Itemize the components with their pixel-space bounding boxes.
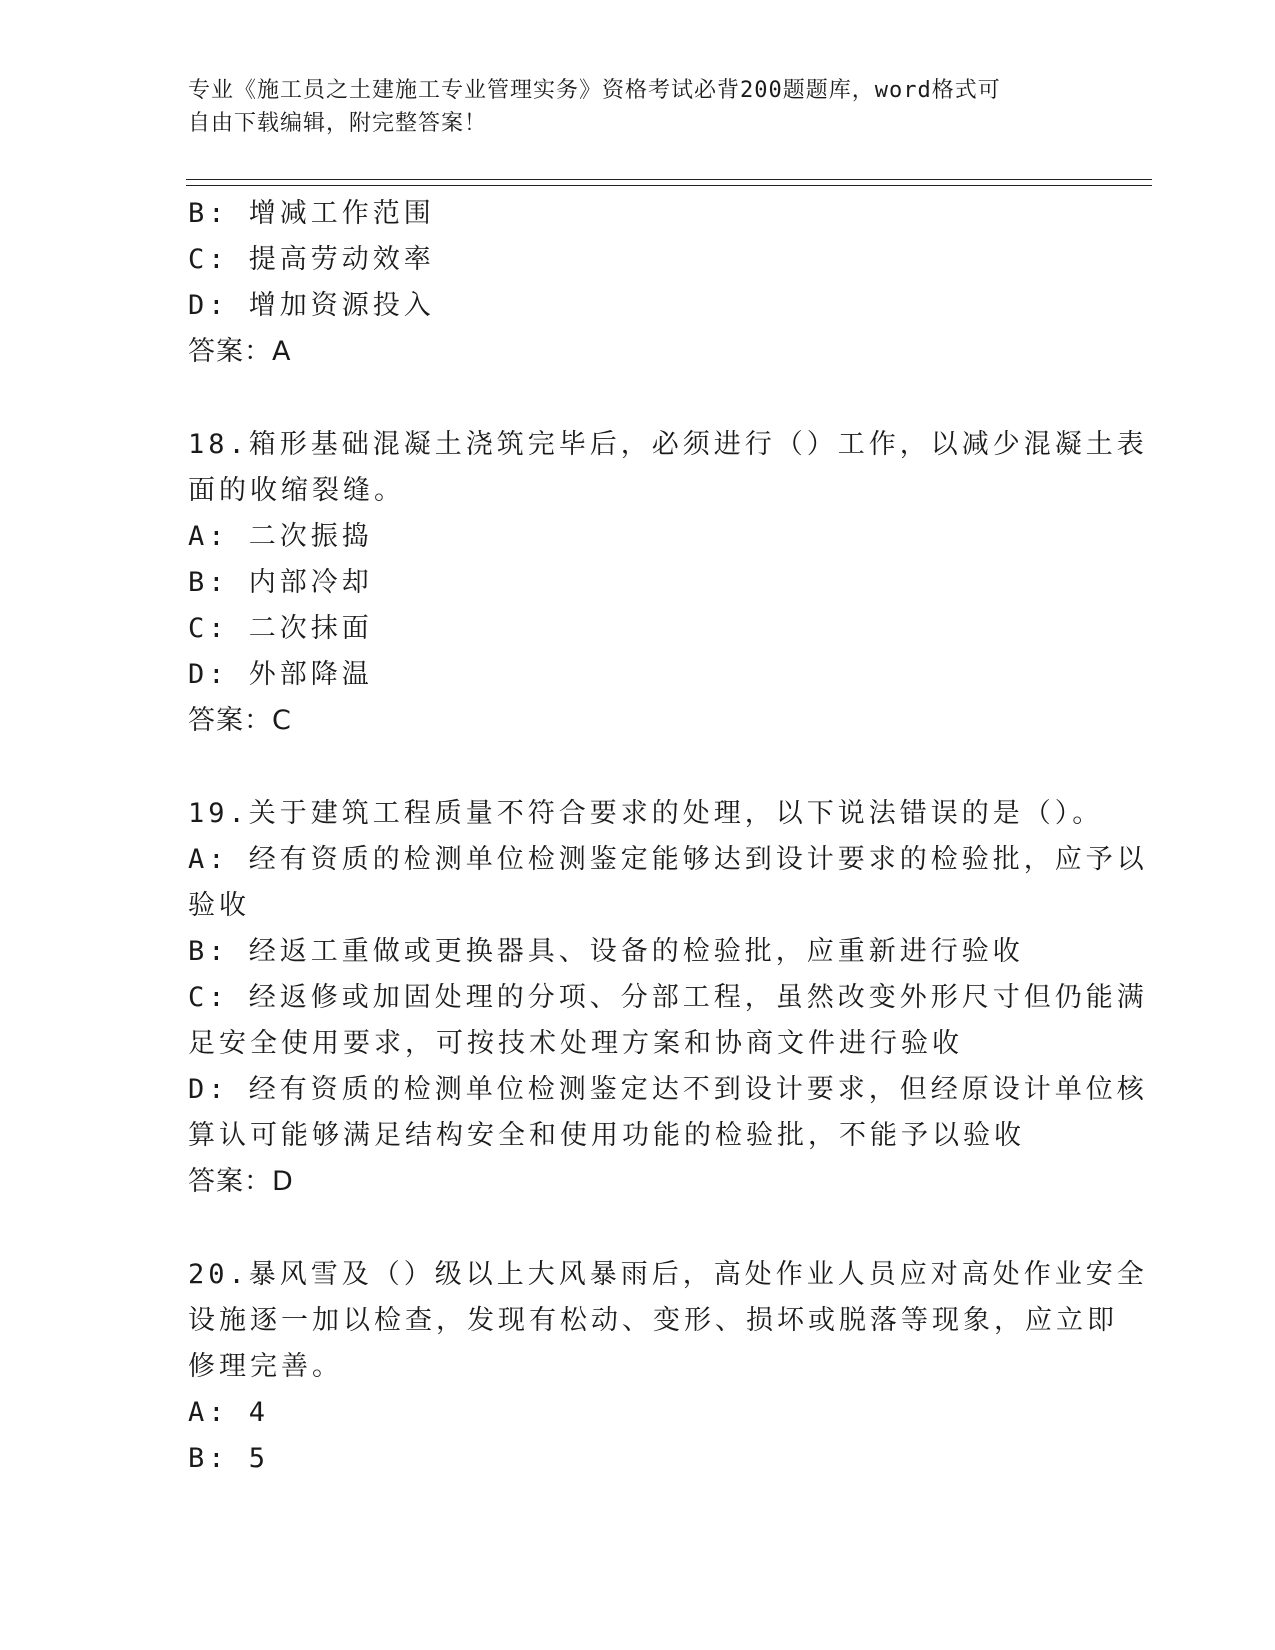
spacer xyxy=(188,1205,1088,1252)
question-stem: 修理完善。 xyxy=(188,1351,343,1382)
spacer xyxy=(188,744,1088,791)
option-a: A: 经有资质的检测单位检测鉴定能够达到设计要求的检验批，应予以 xyxy=(188,844,1148,875)
question-19 xyxy=(188,791,1148,1205)
option-d: D: 经有资质的检测单位检测鉴定达不到设计要求，但经原设计单位核 xyxy=(188,1074,1148,1105)
answer-line: 答案：C xyxy=(188,705,292,736)
answer-line: 答案：A xyxy=(188,336,292,367)
question-stem: 设施逐一加以检查，发现有松动、变形、损坏或脱落等现象，应立即 xyxy=(188,1305,1118,1336)
option-d: D: 增加资源投入 xyxy=(188,290,435,321)
option-a-continued: 验收 xyxy=(188,890,250,921)
question-content xyxy=(188,191,1148,1482)
answer-line: 答案：D xyxy=(188,1166,294,1197)
option-c: C: 提高劳动效率 xyxy=(188,244,435,275)
header-title-line-2: 自由下载编辑，附完整答案！ xyxy=(188,111,488,136)
question-20 xyxy=(188,1252,1148,1482)
previous-question-block xyxy=(188,191,1088,375)
option-c: C: 经返修或加固处理的分项、分部工程，虽然改变外形尺寸但仍能满 xyxy=(188,982,1148,1013)
option-b: B: 5 xyxy=(188,1443,270,1474)
question-stem: 20.暴风雪及（）级以上大风暴雨后，高处作业人员应对高处作业安全 xyxy=(188,1259,1148,1290)
option-b: B: 内部冷却 xyxy=(188,567,373,598)
option-a: A: 4 xyxy=(188,1397,270,1428)
option-d: D: 外部降温 xyxy=(188,659,373,690)
header-title-line-1: 专业《施工员之土建施工专业管理实务》资格考试必背200题题库，word格式可 xyxy=(188,78,1001,103)
option-c-continued: 足安全使用要求，可按技术处理方案和协商文件进行验收 xyxy=(188,1028,963,1059)
question-18 xyxy=(188,422,1148,744)
question-stem: 18.箱形基础混凝土浇筑完毕后，必须进行（）工作，以减少混凝土表 xyxy=(188,429,1148,460)
option-b: B: 经返工重做或更换器具、设备的检验批，应重新进行验收 xyxy=(188,936,1024,967)
document-header xyxy=(188,74,1088,140)
option-d-continued: 算认可能够满足结构安全和使用功能的检验批，不能予以验收 xyxy=(188,1120,1025,1151)
option-c: C: 二次抹面 xyxy=(188,613,373,644)
header-divider xyxy=(186,179,1152,186)
spacer xyxy=(188,375,1088,422)
option-a: A: 二次振捣 xyxy=(188,521,373,552)
option-b: B: 增减工作范围 xyxy=(188,198,435,229)
question-stem: 19.关于建筑工程质量不符合要求的处理，以下说法错误的是（）。 xyxy=(188,798,1104,829)
question-stem: 面的收缩裂缝。 xyxy=(188,475,405,506)
